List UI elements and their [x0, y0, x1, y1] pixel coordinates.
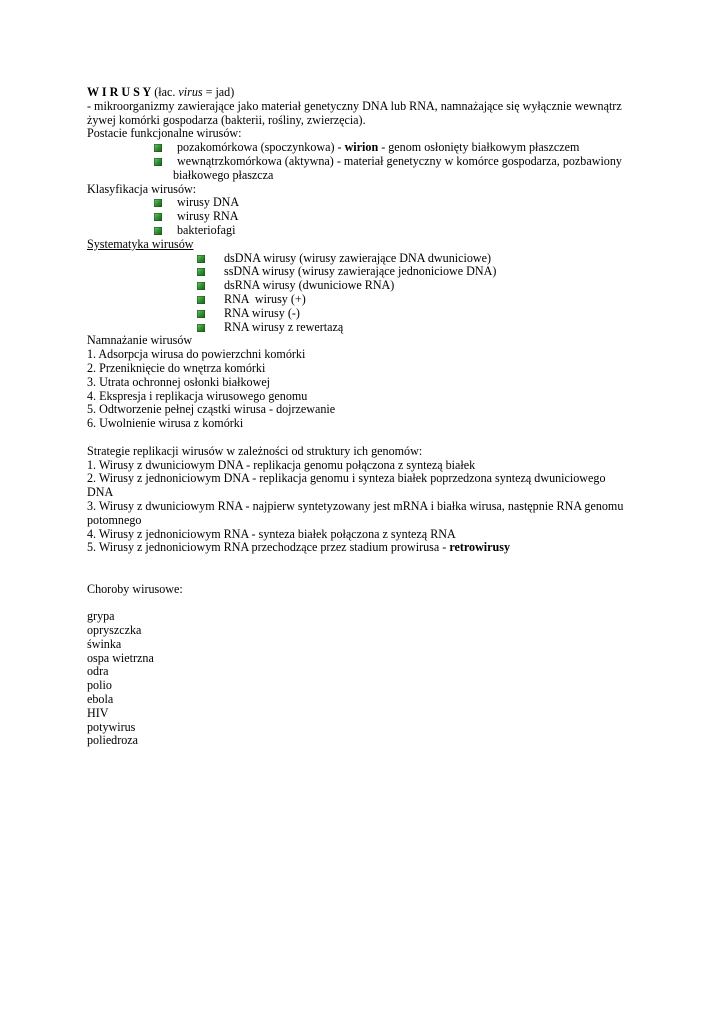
strategy-item: 3. Wirusy z dwuniciowym RNA - najpierw syntetyzowany jest mRNA i białka wirusa, następnie RNA genomu — [87, 498, 624, 513]
replication-step: 4. Ekspresja i replikacja wirusowego genomu — [87, 388, 308, 403]
classification-item: wirusy DNA — [87, 196, 647, 210]
definition-paragraph: - mikroorganizmy zawierające jako materiał genetyczny DNA lub RNA, namnażające się wyłącznie wewnątrz żywej komórki gospodarza (bakterii, rośliny, zwierzęcia). — [87, 98, 622, 127]
disease-item: opryszczka — [87, 623, 142, 638]
forms-heading: Postacie funkcjonalne wirusów: — [87, 126, 242, 141]
systematics-item: ssDNA wirusy (wirusy zawierające jednoniciowe DNA) — [87, 265, 647, 279]
title-latin-close: = jad) — [202, 85, 235, 99]
bullet-icon — [197, 255, 205, 263]
strategy-item: 1. Wirusy z dwuniciowym DNA - replikacja genomu połączona z syntezą białek — [87, 457, 476, 472]
retrowirusy-term: retrowirusy — [449, 540, 511, 555]
title-line — [87, 86, 647, 100]
bullet-icon — [197, 324, 205, 332]
replication-step: 2. Przeniknięcie do wnętrza komórki — [87, 360, 266, 375]
bullet-icon — [154, 227, 162, 235]
document-body — [87, 86, 647, 748]
strategy-item: 5. Wirusy z jednoniciowym RNA przechodzące przez stadium prowirusa - retrowirusy — [87, 540, 511, 555]
classification-item: wirusy RNA — [87, 210, 647, 224]
disease-item: grypa — [87, 609, 115, 624]
strategy-item: 2. Wirusy z jednoniciowym DNA - replikacja genomu i synteza białek poprzedzona syntezą dwuniciowego — [87, 471, 606, 486]
disease-item: potywirus — [87, 719, 136, 734]
spacer — [87, 596, 647, 610]
strategy-item-continuation: DNA — [87, 485, 114, 500]
bullet-icon — [197, 296, 205, 304]
wirion-term: wirion — [344, 140, 379, 155]
replication-step: 6. Uwolnienie wirusa z komórki — [87, 416, 244, 431]
spacer — [87, 431, 647, 445]
systematics-item: dsDNA wirusy (wirusy zawierające DNA dwuniciowe) — [87, 252, 647, 266]
bullet-icon — [197, 310, 205, 318]
spacer — [87, 555, 647, 583]
strategy-item: 4. Wirusy z jednoniciowym RNA - synteza białek połączona z syntezą RNA — [87, 526, 456, 541]
forms-item: wewnątrzkomórkowa (aktywna) - materiał genetyczny w komórce gospodarza, pozbawiony — [87, 155, 647, 169]
replication-step: 1. Adsorpcja wirusa do powierzchni komórki — [87, 347, 306, 362]
disease-item: HIV — [87, 705, 109, 720]
replication-heading: Namnażanie wirusów — [87, 333, 193, 348]
page-title: W I R U S Y — [87, 85, 152, 99]
disease-item: ebola — [87, 692, 114, 707]
systematics-item: RNA wirusy (+) — [87, 293, 647, 307]
forms-item: pozakomórkowa (spoczynkowa) - wirion - genom osłonięty białkowym płaszczem — [87, 141, 647, 155]
diseases-heading: Choroby wirusowe: — [87, 581, 183, 596]
disease-item: ospa wietrzna — [87, 650, 154, 665]
bullet-icon — [154, 144, 162, 152]
bullet-icon — [197, 282, 205, 290]
strategies-heading: Strategie replikacji wirusów w zależności od struktury ich genomów: — [87, 443, 423, 458]
replication-step: 3. Utrata ochronnej osłonki białkowej — [87, 374, 271, 389]
systematics-item: dsRNA wirusy (dwuniciowe RNA) — [87, 279, 647, 293]
strategy-item-continuation: potomnego — [87, 512, 142, 527]
bullet-icon — [197, 268, 205, 276]
disease-item: polio — [87, 678, 112, 693]
bullet-icon — [154, 213, 162, 221]
systematics-heading: Systematyka wirusów — [87, 236, 194, 251]
classification-item: bakteriofagi — [87, 224, 647, 238]
title-latin-word: virus — [178, 85, 203, 99]
disease-item: odra — [87, 664, 109, 679]
systematics-item: RNA wirusy (-) — [87, 307, 647, 321]
classification-heading: Klasyfikacja wirusów: — [87, 181, 197, 196]
disease-item: świnka — [87, 636, 122, 651]
title-latin-open: (łac. — [151, 85, 179, 99]
forms-item-continuation: białkowego płaszcza — [173, 167, 274, 182]
systematics-item: RNA wirusy z rewertazą — [87, 321, 647, 335]
replication-step: 5. Odtworzenie pełnej cząstki wirusa - dojrzewanie — [87, 402, 336, 417]
bullet-icon — [154, 158, 162, 166]
disease-item: poliedroza — [87, 733, 139, 748]
bullet-icon — [154, 199, 162, 207]
